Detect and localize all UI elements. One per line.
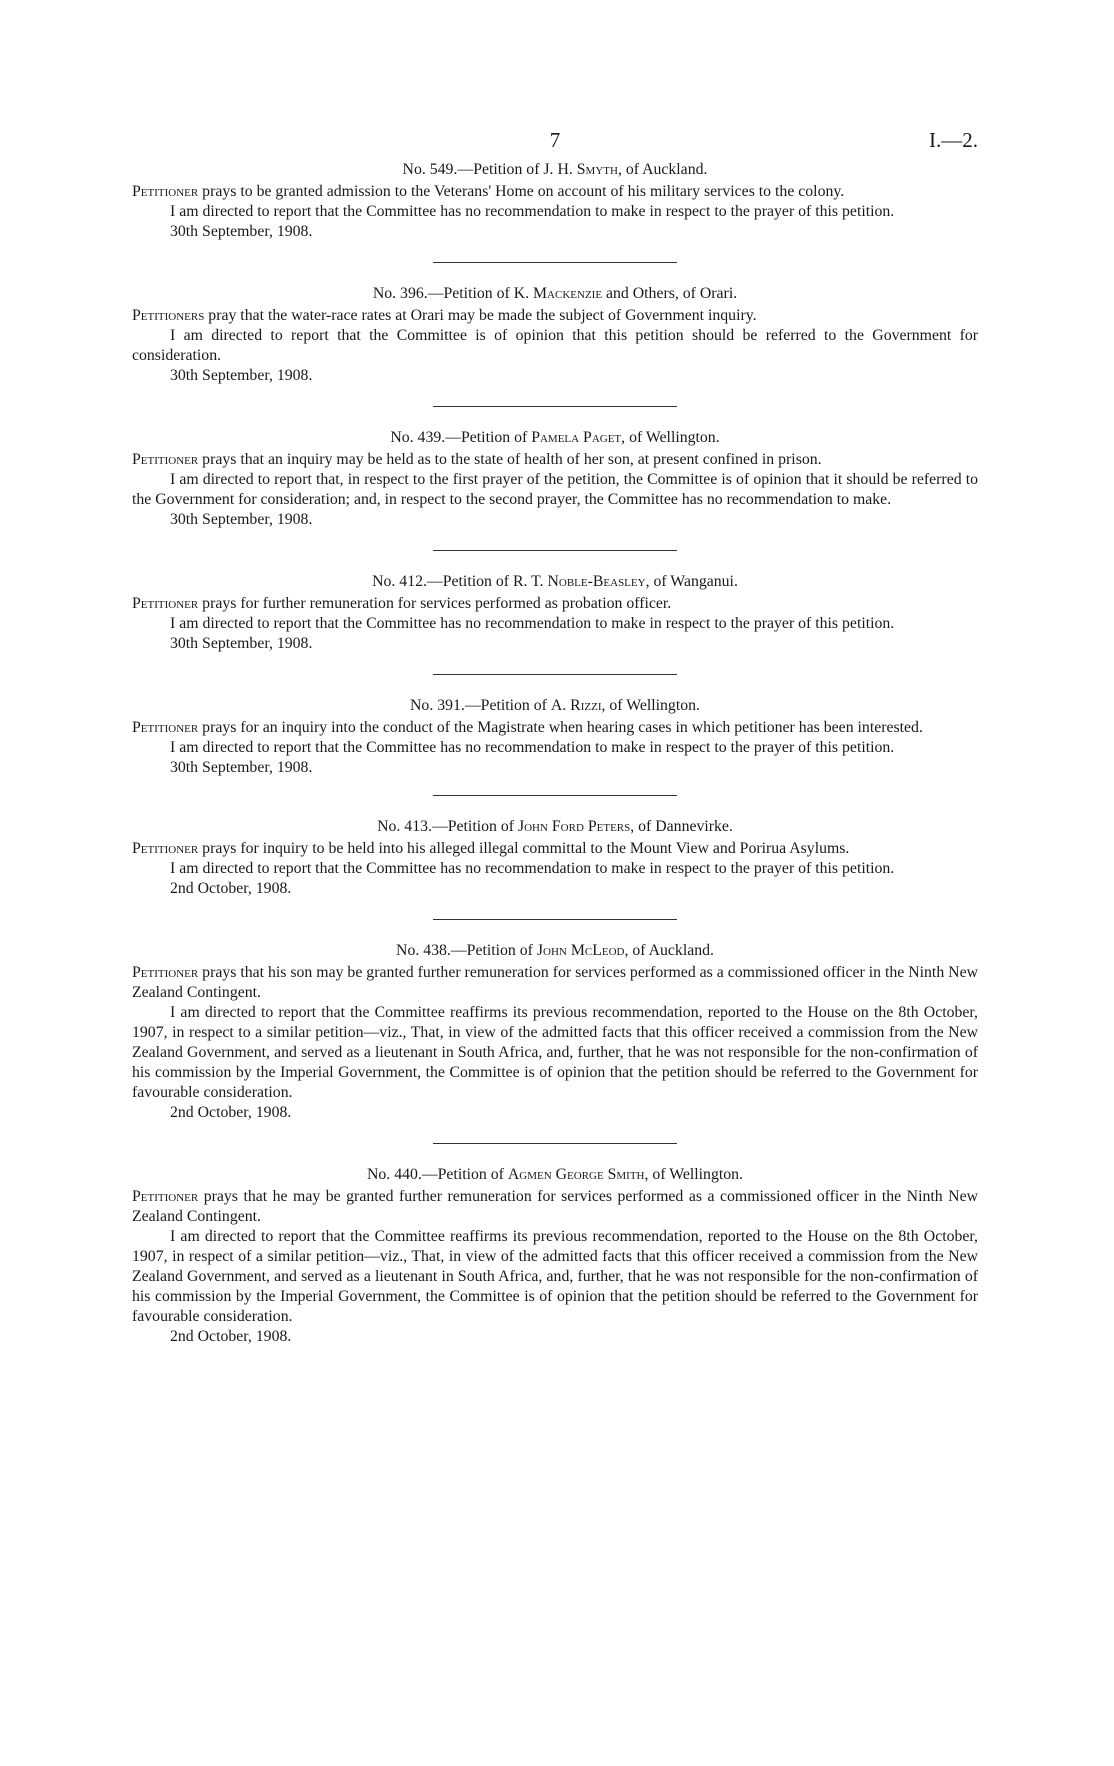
report-date: 30th September, 1908. xyxy=(170,511,313,528)
petition-title xyxy=(132,160,978,180)
petition-number: No. 396.—Petition of xyxy=(372,285,514,302)
committee-report: I am directed to report that the Committee has no recommendation to make in respect to the prayer of this petition. xyxy=(170,203,895,220)
report-date: 2nd October, 1908. xyxy=(170,880,292,897)
petitioner-name: Agmen George Smith xyxy=(507,1166,645,1183)
petitioner-name: John Ford Peters xyxy=(517,818,631,835)
petitioner-lead: Petitioner xyxy=(132,451,199,468)
section-divider xyxy=(433,406,677,407)
page-header xyxy=(132,128,978,156)
report-date: 30th September, 1908. xyxy=(170,635,313,652)
petitioner-name: Pamela Paget xyxy=(531,429,622,446)
committee-report: I am directed to report that the Committee reaffirms its previous recommendation, reported to the House on the 8th October, 1907, in respect to a similar petition—viz., That, in view of the admitted facts that this officer received a commission from the New Zealand Government, and served as a lieutenant in South Africa, and, further, that he was not responsible for the non-confirmation of his commission by the Imperial Government, the Committee is of opinion that the petition should be referred to the Government for favourable consideration. xyxy=(132,1004,978,1101)
petition-title xyxy=(132,941,978,961)
section-divider xyxy=(433,262,677,263)
petitioner-name: R. T. Noble-Beasley xyxy=(512,573,646,590)
petitioner-name: A. Rizzi xyxy=(550,697,602,714)
committee-report: I am directed to report that the Committee is of opinion that this petition should be referred to the Government for consideration. xyxy=(132,327,978,364)
petition-number: No. 391.—Petition of xyxy=(410,697,551,714)
petition-title xyxy=(132,428,978,448)
petitioner-lead: Petitioner xyxy=(132,183,199,200)
petitioner-place: and Others, of Orari. xyxy=(602,285,738,302)
petition-prayer xyxy=(132,594,978,614)
document-page xyxy=(132,128,978,1347)
petition-number: No. 439.—Petition of xyxy=(390,429,532,446)
petition-prayer xyxy=(132,306,978,326)
petition-entry xyxy=(132,941,978,1123)
petitioner-place: , of Auckland. xyxy=(617,161,708,178)
prayer-text: prays that an inquiry may be held as to the state of health of her son, at present confined in prison. xyxy=(198,451,822,468)
section-divider xyxy=(433,795,677,796)
section-divider xyxy=(433,550,677,551)
petition-entry xyxy=(132,817,978,899)
prayer-text: prays for inquiry to be held into his alleged illegal committal to the Mount View and Porirua Asylums. xyxy=(198,840,850,857)
petitioner-place: , of Wanganui. xyxy=(645,573,738,590)
petitioner-place: , of Dannevirke. xyxy=(630,818,733,835)
petition-prayer xyxy=(132,1187,978,1227)
report-date: 30th September, 1908. xyxy=(170,367,313,384)
prayer-text: prays that he may be granted further remuneration for services performed as a commissioned officer in the Ninth New Zealand Contingent. xyxy=(132,1188,978,1225)
petitioner-place: , of Wellington. xyxy=(601,697,700,714)
petitioner-place: , of Wellington. xyxy=(644,1166,743,1183)
committee-report: I am directed to report that the Committee has no recommendation to make in respect to the prayer of this petition. xyxy=(170,860,895,877)
petitioner-name: K. Mackenzie xyxy=(513,285,603,302)
petition-entry xyxy=(132,696,978,778)
section-divider xyxy=(433,674,677,675)
petition-entry xyxy=(132,284,978,386)
petitioner-lead: Petitioners xyxy=(132,307,205,324)
petition-prayer xyxy=(132,963,978,1003)
petition-title xyxy=(132,696,978,716)
petition-prayer xyxy=(132,839,978,859)
paper-reference: I.—2. xyxy=(929,128,978,152)
committee-report: I am directed to report that, in respect to the first prayer of the petition, the Committee is of opinion that it should be referred to the Government for consideration; and, in respect to the second prayer, the Committee has no recommendation to make. xyxy=(132,471,978,508)
petition-prayer xyxy=(132,718,978,738)
petition-prayer xyxy=(132,450,978,470)
petitioner-lead: Petitioner xyxy=(132,840,199,857)
petitioner-lead: Petitioner xyxy=(132,1188,199,1205)
petitioner-place: , of Auckland. xyxy=(624,942,714,959)
prayer-text: prays that his son may be granted further remuneration for services performed as a commissioned officer in the Ninth New Zealand Contingent. xyxy=(132,964,978,1001)
petitioner-lead: Petitioner xyxy=(132,964,199,981)
petitioner-name: John McLeod xyxy=(536,942,625,959)
committee-report: I am directed to report that the Committee has no recommendation to make in respect to the prayer of this petition. xyxy=(170,739,895,756)
prayer-text: prays for further remuneration for services performed as probation officer. xyxy=(198,595,672,612)
petition-entry xyxy=(132,1165,978,1347)
petition-title xyxy=(132,284,978,304)
petitioner-name: J. H. Smyth xyxy=(543,161,618,178)
prayer-text: prays for an inquiry into the conduct of the Magistrate when hearing cases in which petitioner has been interested. xyxy=(198,719,923,736)
petition-number: No. 438.—Petition of xyxy=(396,942,537,959)
petition-entry xyxy=(132,572,978,654)
section-divider xyxy=(433,919,677,920)
report-date: 2nd October, 1908. xyxy=(170,1328,292,1345)
petition-title xyxy=(132,1165,978,1185)
petition-number: No. 440.—Petition of xyxy=(366,1166,508,1183)
petitioner-lead: Petitioner xyxy=(132,719,199,736)
petition-entry xyxy=(132,160,978,242)
petition-entry xyxy=(132,428,978,530)
petition-number: No. 549.—Petition of xyxy=(402,161,544,178)
section-divider xyxy=(433,1143,677,1144)
petitioner-lead: Petitioner xyxy=(132,595,199,612)
report-date: 30th September, 1908. xyxy=(170,223,313,240)
committee-report: I am directed to report that the Committee reaffirms its previous recommendation, reported to the House on the 8th October, 1907, in respect of a similar petition—viz., That, in view of the admitted facts that this officer received a commission from the New Zealand Government, and served as a lieutenant in South Africa, and, further, that he was not responsible for the non-confirmation of his commission by the Imperial Government, the Committee is of opinion that the petition should be referred to the Government for favourable consideration. xyxy=(132,1228,978,1325)
report-date: 2nd October, 1908. xyxy=(170,1104,292,1121)
petition-number: No. 412.—Petition of xyxy=(372,573,513,590)
petitioner-place: , of Wellington. xyxy=(621,429,720,446)
prayer-text: pray that the water-race rates at Orari may be made the subject of Government inquiry. xyxy=(204,307,757,324)
petition-title xyxy=(132,817,978,837)
petition-title xyxy=(132,572,978,592)
prayer-text: prays to be granted admission to the Veterans' Home on account of his military services to the colony. xyxy=(198,183,845,200)
committee-report: I am directed to report that the Committee has no recommendation to make in respect to the prayer of this petition. xyxy=(170,615,895,632)
petition-prayer xyxy=(132,182,978,202)
page-number: 7 xyxy=(549,128,561,152)
report-date: 30th September, 1908. xyxy=(170,759,313,776)
petition-number: No. 413.—Petition of xyxy=(377,818,518,835)
